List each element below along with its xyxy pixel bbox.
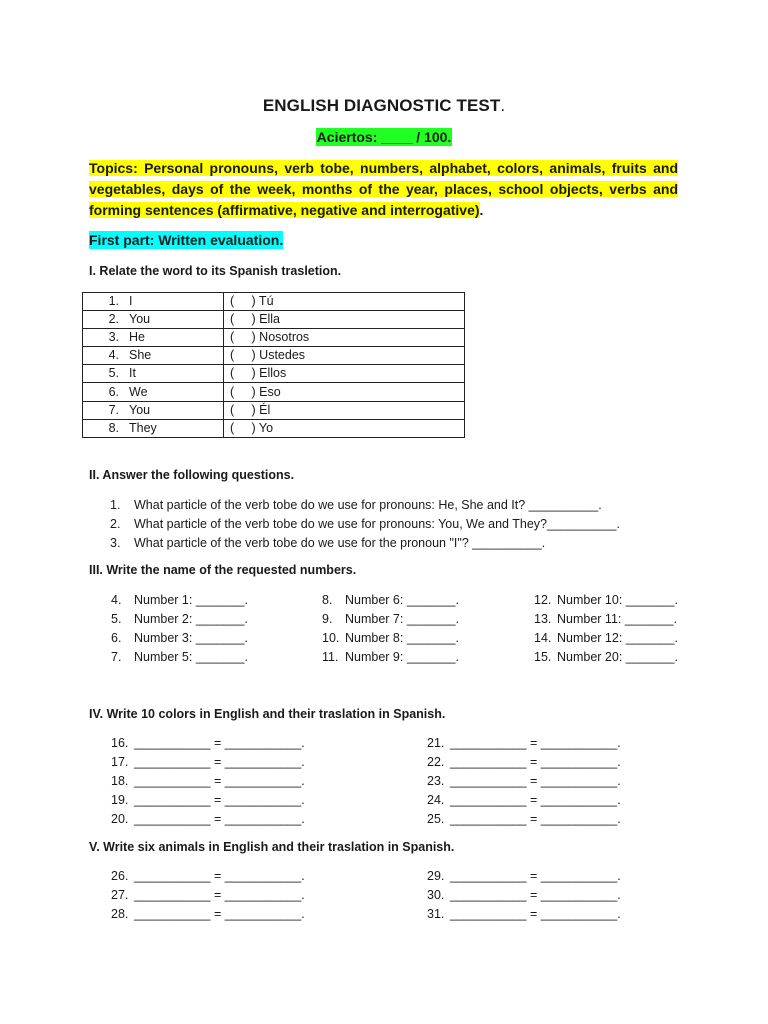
- question-number: 3.: [110, 536, 121, 550]
- number-prompt: Number 7: _______.: [345, 612, 459, 626]
- table-row: [83, 401, 465, 419]
- translation-blank: ___________ = ___________.: [450, 869, 621, 883]
- item-number: 1.: [108, 294, 119, 309]
- question-item: [110, 496, 620, 515]
- number-prompt: Number 20: _______.: [557, 650, 678, 664]
- table-row: [83, 365, 465, 383]
- item-number: 26.: [111, 869, 129, 883]
- topics-period: .: [479, 202, 484, 218]
- number-item: [111, 629, 248, 648]
- item-number: 25.: [427, 812, 445, 826]
- item-number: 21.: [427, 736, 445, 750]
- table-row: [83, 383, 465, 401]
- blank-pair-item: [427, 905, 621, 924]
- translation-blank: ___________ = ___________.: [134, 736, 305, 750]
- number-prompt: Number 8: _______.: [345, 631, 459, 645]
- section-1-heading: I. Relate the word to its Spanish trasletion.: [89, 264, 342, 278]
- score-label: Aciertos: ____ / 100.: [316, 129, 452, 145]
- translation-cell: [224, 401, 465, 419]
- question-text: What particle of the verb tobe do we use for the pronoun "I"? __________.: [134, 536, 546, 550]
- translation-cell: [224, 311, 465, 329]
- number-item: [534, 610, 678, 629]
- blank-pair-item: [111, 867, 305, 886]
- question-number: 2.: [110, 517, 121, 531]
- number-item: [111, 610, 248, 629]
- english-pronoun: I: [129, 294, 133, 309]
- blank-pair-item: [111, 734, 305, 753]
- animals-column-right: [427, 867, 621, 924]
- translation-cell: [224, 419, 465, 437]
- title-text: ENGLISH DIAGNOSTIC TEST: [262, 96, 501, 115]
- section-5-heading: V. Write six animals in English and their traslation in Spanish.: [89, 840, 455, 854]
- translation-blank: ___________ = ___________.: [134, 869, 305, 883]
- item-number: 28.: [111, 907, 129, 921]
- item-number: 24.: [427, 793, 445, 807]
- item-number: 15.: [534, 650, 552, 664]
- translation-blank: ___________ = ___________.: [450, 812, 621, 826]
- item-number: 5.: [111, 612, 122, 626]
- item-number: 9.: [322, 612, 333, 626]
- translation-cell: [224, 329, 465, 347]
- translation-blank: ___________ = ___________.: [134, 888, 305, 902]
- blank-pair-item: [111, 886, 305, 905]
- table-row: [83, 293, 465, 311]
- number-prompt: Number 9: _______.: [345, 650, 459, 664]
- number-prompt: Number 5: _______.: [134, 650, 248, 664]
- number-prompt: Number 12: _______.: [557, 631, 678, 645]
- translation-blank: ___________ = ___________.: [450, 907, 621, 921]
- blank-pair-item: [427, 810, 621, 829]
- translation-cell: [224, 293, 465, 311]
- english-pronoun: It: [129, 366, 136, 381]
- question-item: [110, 534, 620, 553]
- number-item: [322, 610, 459, 629]
- title-period: .: [500, 96, 506, 115]
- item-number: 12.: [534, 593, 552, 607]
- item-number: 31.: [427, 907, 445, 921]
- item-number: 4.: [108, 348, 119, 363]
- pronoun-cell: [83, 383, 224, 401]
- number-prompt: Number 6: _______.: [345, 593, 459, 607]
- blank-pair-item: [427, 753, 621, 772]
- translation-blank: ___________ = ___________.: [450, 774, 621, 788]
- english-pronoun: He: [129, 330, 145, 345]
- item-number: 8.: [108, 420, 119, 435]
- item-number: 22.: [427, 755, 445, 769]
- numbers-column-3: [534, 591, 678, 667]
- number-prompt: Number 10: _______.: [557, 593, 678, 607]
- spanish-translation: ( ) Ella: [230, 312, 281, 327]
- number-prompt: Number 11: _______.: [557, 612, 677, 626]
- english-pronoun: She: [129, 348, 152, 363]
- spanish-translation: ( ) Tú: [230, 294, 274, 309]
- pronoun-cell: [83, 293, 224, 311]
- spanish-translation: ( ) Ustedes: [230, 348, 306, 363]
- translation-blank: ___________ = ___________.: [134, 774, 305, 788]
- pronoun-table: [82, 292, 465, 438]
- colors-column-right: [427, 734, 621, 829]
- item-number: 8.: [322, 593, 333, 607]
- blank-pair-item: [427, 791, 621, 810]
- document-title: [0, 96, 768, 116]
- number-item: [534, 648, 678, 667]
- item-number: 6.: [108, 384, 119, 399]
- score-line: [0, 129, 768, 145]
- spanish-translation: ( ) Nosotros: [230, 330, 310, 345]
- item-number: 19.: [111, 793, 129, 807]
- translation-cell: [224, 347, 465, 365]
- number-prompt: Number 3: _______.: [134, 631, 248, 645]
- table-row: [83, 419, 465, 437]
- english-pronoun: You: [129, 402, 151, 417]
- item-number: 14.: [534, 631, 552, 645]
- item-number: 23.: [427, 774, 445, 788]
- number-item: [534, 591, 678, 610]
- blank-pair-item: [111, 791, 305, 810]
- blank-pair-item: [427, 867, 621, 886]
- translation-blank: ___________ = ___________.: [450, 755, 621, 769]
- translation-cell: [224, 383, 465, 401]
- first-part-label: First part: Written evaluation.: [89, 232, 284, 248]
- item-number: 20.: [111, 812, 129, 826]
- item-number: 29.: [427, 869, 445, 883]
- english-pronoun: You: [129, 312, 151, 327]
- spanish-translation: ( ) Yo: [230, 420, 274, 435]
- number-item: [322, 648, 459, 667]
- blank-pair-item: [111, 753, 305, 772]
- translation-cell: [224, 365, 465, 383]
- translation-blank: ___________ = ___________.: [134, 812, 305, 826]
- item-number: 13.: [534, 612, 552, 626]
- pronoun-cell: [83, 329, 224, 347]
- pronoun-cell: [83, 311, 224, 329]
- spanish-translation: ( ) Ellos: [230, 366, 287, 381]
- questions-list: [110, 496, 620, 553]
- number-item: [534, 629, 678, 648]
- pronoun-cell: [83, 365, 224, 383]
- spanish-translation: ( ) Eso: [230, 384, 281, 399]
- blank-pair-item: [111, 810, 305, 829]
- table-row: [83, 347, 465, 365]
- number-prompt: Number 1: _______.: [134, 593, 248, 607]
- item-number: 6.: [111, 631, 122, 645]
- translation-blank: ___________ = ___________.: [134, 793, 305, 807]
- item-number: 7.: [108, 402, 119, 417]
- table-row: [83, 311, 465, 329]
- item-number: 3.: [108, 330, 119, 345]
- section-2-heading: II. Answer the following questions.: [89, 468, 295, 482]
- blank-pair-item: [427, 734, 621, 753]
- spanish-translation: ( ) Él: [230, 402, 271, 417]
- table-row: [83, 329, 465, 347]
- first-part-heading: [89, 232, 283, 248]
- numbers-column-2: [322, 591, 459, 667]
- number-item: [322, 591, 459, 610]
- translation-blank: ___________ = ___________.: [450, 736, 621, 750]
- blank-pair-item: [427, 772, 621, 791]
- blank-pair-item: [427, 886, 621, 905]
- numbers-column-1: [111, 591, 248, 667]
- number-item: [111, 591, 248, 610]
- section-3-heading: III. Write the name of the requested numbers.: [89, 563, 357, 577]
- item-number: 27.: [111, 888, 129, 902]
- colors-column-left: [111, 734, 305, 829]
- number-item: [322, 629, 459, 648]
- animals-column-left: [111, 867, 305, 924]
- question-item: [110, 515, 620, 534]
- number-item: [111, 648, 248, 667]
- item-number: 5.: [108, 366, 119, 381]
- question-text: What particle of the verb tobe do we use for pronouns: He, She and It? __________.: [134, 498, 602, 512]
- item-number: 10.: [322, 631, 340, 645]
- translation-blank: ___________ = ___________.: [450, 793, 621, 807]
- english-pronoun: They: [129, 420, 157, 435]
- blank-pair-item: [111, 905, 305, 924]
- item-number: 11.: [322, 650, 339, 664]
- item-number: 4.: [111, 593, 122, 607]
- number-prompt: Number 2: _______.: [134, 612, 248, 626]
- item-number: 7.: [111, 650, 122, 664]
- topics-text: Topics: Personal pronouns, verb tobe, numbers, alphabet, colors, animals, fruits and vegetables, days of the week, months of the year, places, school objects, verbs and forming sentences (affirmative, negative and interrogative): [89, 160, 678, 218]
- blank-pair-item: [111, 772, 305, 791]
- topics-paragraph: [89, 158, 678, 221]
- pronoun-cell: [83, 419, 224, 437]
- question-number: 1.: [110, 498, 121, 512]
- english-pronoun: We: [129, 384, 148, 399]
- item-number: 16.: [111, 736, 129, 750]
- item-number: 30.: [427, 888, 445, 902]
- section-4-heading: IV. Write 10 colors in English and their traslation in Spanish.: [89, 707, 446, 721]
- item-number: 2.: [108, 312, 119, 327]
- translation-blank: ___________ = ___________.: [134, 755, 305, 769]
- pronoun-cell: [83, 401, 224, 419]
- translation-blank: ___________ = ___________.: [450, 888, 621, 902]
- question-text: What particle of the verb tobe do we use for pronouns: You, We and They?__________.: [134, 517, 620, 531]
- item-number: 17.: [111, 755, 129, 769]
- item-number: 18.: [111, 774, 129, 788]
- translation-blank: ___________ = ___________.: [134, 907, 305, 921]
- pronoun-cell: [83, 347, 224, 365]
